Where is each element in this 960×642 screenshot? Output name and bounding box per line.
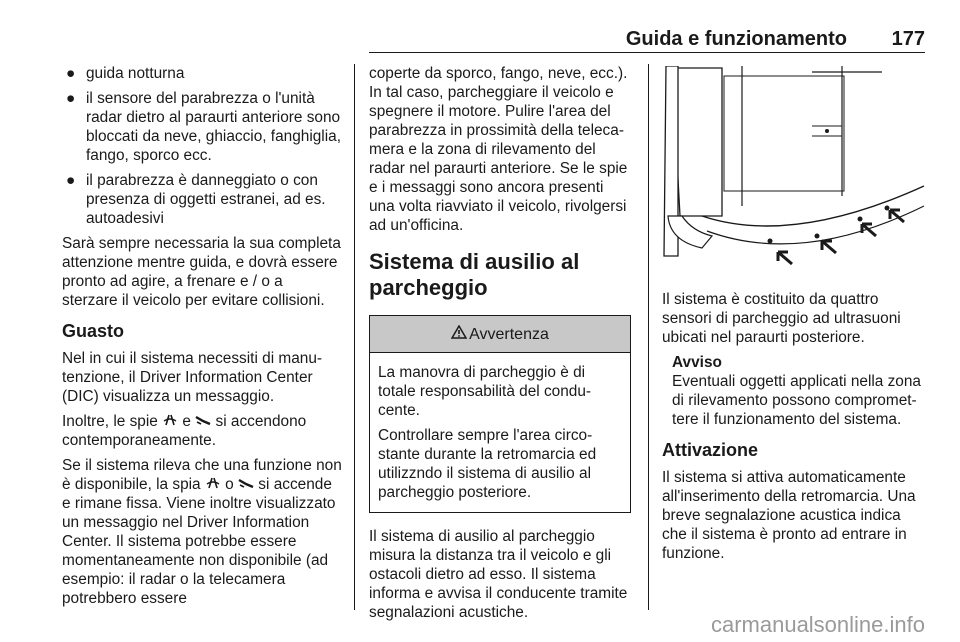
warning-paragraph: La manovra di parcheggio è di totale responsabilità del conducente. xyxy=(378,364,592,419)
note-box xyxy=(672,353,927,429)
header-rule xyxy=(369,52,925,53)
list-item: ● il sensore del parabrezza o l'unità radar dietro al paraurti anteriore sono bloccati da neve, ghiaccio, fanghiglia, fango, sporco ecc. xyxy=(66,90,341,164)
bullet-icon: ● xyxy=(66,90,76,107)
spie-paragraph: Inoltre, le spie e si accendono contemporaneamente. xyxy=(62,413,307,449)
guasto-paragraph: Nel in cui il sistema necessiti di manutenzione, il Driver Information Center (DIC) visualizza un messaggio. xyxy=(62,350,323,405)
rileva-paragraph: Se il sistema rileva che una funzione non è disponibile, la spia o si accende e rimane fissa. Viene inoltre visualizzato un messaggio nel Driver Information Center. Il sistema potrebbe essere momentaneamente non disponibile (ad esempio: il radar o la telecamera potrebbero essere xyxy=(62,457,342,607)
bullet-icon: ● xyxy=(66,172,76,189)
van-rear-drawing xyxy=(662,66,927,274)
list-item: ● guida notturna xyxy=(66,65,185,82)
warning-title: Avvertenza xyxy=(469,325,549,343)
watermark: carmanualsonline.info xyxy=(710,612,925,637)
section-title: Guida e funzionamento xyxy=(625,28,847,50)
page-number: 177 xyxy=(891,28,925,50)
parking-sensor-illustration xyxy=(662,66,927,274)
note-title: Avviso xyxy=(672,354,722,371)
note-text: Eventuali oggetti applicati nella zona di rilevamento possono compromettere il funzionamento del sistema. xyxy=(672,373,921,428)
heading-attivazione: Attivazione xyxy=(662,440,759,460)
warning-box xyxy=(369,315,631,513)
heading-guasto: Guasto xyxy=(62,321,125,341)
list-item: ● il parabrezza è danneggiato o con presenza di oggetti estranei, ad es. autoadesivi xyxy=(66,172,326,227)
continued-paragraph: coperte da sporco, fango, neve, ecc.). In tal caso, parcheggiare il veicolo e spegnere il motore. Pulire l'area del parabrezza in prossimità della telecamera e la zona di rilevamento del radar nel paraurti anteriore. Se le spie e i messaggi sono ancora presenti una volta riavviato il veicolo, rivolgersi ad un'officina. xyxy=(369,65,628,234)
lane-departure-icon xyxy=(162,412,178,431)
column-divider xyxy=(648,64,649,610)
condition-list xyxy=(62,64,342,228)
sensors-paragraph: Il sistema è costituito da quattro sensori di parcheggio ad ultrasuoni ubicati nel paraurti posteriore. xyxy=(662,291,901,346)
attivazione-paragraph: Il sistema si attiva automaticamente all'inserimento della retromarcia. Una breve segnalazione acustica indica che il sistema è pronto ad entrare in funzione. xyxy=(662,469,916,562)
car-ahead-icon xyxy=(195,412,211,431)
car-ahead-icon xyxy=(238,475,254,494)
warning-paragraph: Controllare sempre l'area circostante durante la retromarcia ed utilizzndo il sistema di ausilio al parcheggio posteriore. xyxy=(378,427,597,501)
column-2 xyxy=(369,64,631,628)
bullet-icon: ● xyxy=(66,65,76,82)
warning-triangle-icon xyxy=(451,325,467,344)
warning-body xyxy=(370,353,630,512)
warning-header xyxy=(370,316,630,353)
column-1 xyxy=(62,64,342,614)
system-paragraph: Il sistema di ausilio al parcheggio misura la distanza tra il veicolo e gli ostacoli dietro ad esso. Il sistema informa e avvisa il conducente tramite segnalazioni acustiche. xyxy=(369,528,628,621)
page-header xyxy=(369,28,925,52)
attention-paragraph: Sarà sempre necessaria la sua completa attenzione mentre guida, e dovrà essere pronto ad agire, a frenare e / o a sterzare il veicolo per evitare collisioni. xyxy=(62,235,341,309)
lane-departure-icon xyxy=(205,475,221,494)
section-heading: Sistema di ausilio al parcheggio xyxy=(369,249,580,300)
column-3 xyxy=(662,290,927,569)
column-divider xyxy=(354,64,355,610)
